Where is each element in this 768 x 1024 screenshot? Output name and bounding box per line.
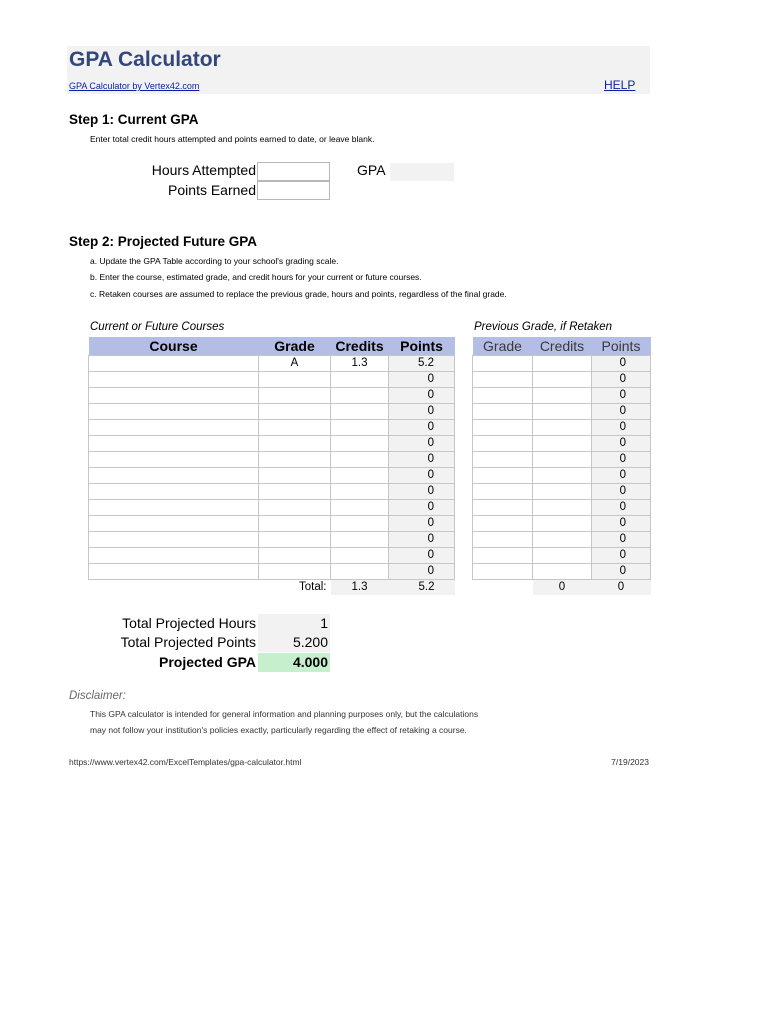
prev-grade-cell[interactable] <box>473 452 533 468</box>
grade-cell[interactable] <box>259 420 331 436</box>
points-cell: 0 <box>389 404 455 420</box>
prev-grade-cell[interactable] <box>473 548 533 564</box>
vertex42-link[interactable]: GPA Calculator by Vertex42.com <box>69 81 200 91</box>
grade-cell[interactable] <box>259 500 331 516</box>
prev-points-cell: 0 <box>592 548 651 564</box>
course-row <box>89 468 455 484</box>
prev-points-cell: 0 <box>592 388 651 404</box>
prev-grade-cell[interactable] <box>473 356 533 372</box>
credits-cell[interactable] <box>331 532 389 548</box>
projected-gpa-value: 4.000 <box>258 653 330 672</box>
prev-points-cell: 0 <box>592 436 651 452</box>
grade-cell[interactable] <box>259 564 331 580</box>
course-cell[interactable] <box>89 564 259 580</box>
course-cell[interactable] <box>89 420 259 436</box>
prev-credits-cell[interactable] <box>533 436 592 452</box>
credits-cell[interactable] <box>331 548 389 564</box>
footer-date: 7/19/2023 <box>611 757 649 767</box>
previous-row <box>473 548 651 564</box>
course-row <box>89 516 455 532</box>
prev-grade-cell[interactable] <box>473 484 533 500</box>
prev-credits-cell[interactable] <box>533 484 592 500</box>
prev-grade-header: Grade <box>473 337 533 356</box>
course-row <box>89 356 455 372</box>
step2-note-c: c. Retaken courses are assumed to replace the previous grade, hours and points, regardless of the final grade. <box>90 289 507 299</box>
course-cell[interactable] <box>89 468 259 484</box>
gpa-label: GPA <box>357 162 386 178</box>
previous-grade-table <box>472 337 651 595</box>
points-cell: 0 <box>389 468 455 484</box>
prev-points-cell: 0 <box>592 500 651 516</box>
course-row <box>89 500 455 516</box>
credits-cell[interactable] <box>331 436 389 452</box>
hours-attempted-label: Hours Attempted <box>151 162 256 178</box>
points-earned-input[interactable] <box>257 181 330 200</box>
prev-credits-cell[interactable] <box>533 468 592 484</box>
prev-grade-cell[interactable] <box>473 516 533 532</box>
previous-row <box>473 500 651 516</box>
previous-row <box>473 516 651 532</box>
course-header: Course <box>89 337 259 356</box>
current-courses-table <box>88 337 455 595</box>
course-cell[interactable] <box>89 452 259 468</box>
prev-credits-cell[interactable] <box>533 404 592 420</box>
prev-grade-cell[interactable] <box>473 436 533 452</box>
points-cell: 0 <box>389 484 455 500</box>
credits-cell[interactable]: 1.3 <box>331 356 389 372</box>
grade-cell[interactable] <box>259 452 331 468</box>
course-row <box>89 388 455 404</box>
points-cell: 0 <box>389 388 455 404</box>
previous-row <box>473 436 651 452</box>
prev-total-spacer <box>473 580 533 596</box>
previous-row <box>473 388 651 404</box>
credits-cell[interactable] <box>331 388 389 404</box>
prev-credits-cell[interactable] <box>533 388 592 404</box>
course-row <box>89 548 455 564</box>
total-projected-hours-label: Total Projected Hours <box>122 615 256 631</box>
points-cell: 0 <box>389 564 455 580</box>
course-row <box>89 404 455 420</box>
previous-row <box>473 404 651 420</box>
course-cell[interactable] <box>89 372 259 388</box>
grade-cell[interactable] <box>259 436 331 452</box>
prev-points-cell: 0 <box>592 420 651 436</box>
help-link[interactable]: HELP <box>604 78 636 92</box>
grade-cell[interactable] <box>259 372 331 388</box>
footer-url: https://www.vertex42.com/ExcelTemplates/gpa-calculator.html <box>69 757 302 767</box>
points-cell: 0 <box>389 532 455 548</box>
current-gpa-value <box>390 163 454 181</box>
hours-attempted-input[interactable] <box>257 162 330 181</box>
total-points: 5.2 <box>389 580 455 596</box>
previous-row <box>473 452 651 468</box>
grade-cell[interactable] <box>259 532 331 548</box>
prev-credits-cell[interactable] <box>533 452 592 468</box>
course-cell[interactable] <box>89 516 259 532</box>
course-row <box>89 532 455 548</box>
grade-header: Grade <box>259 337 331 356</box>
prev-grade-cell[interactable] <box>473 500 533 516</box>
course-row <box>89 484 455 500</box>
grade-cell[interactable] <box>259 468 331 484</box>
credits-cell[interactable] <box>331 516 389 532</box>
course-cell[interactable] <box>89 484 259 500</box>
current-courses-caption: Current or Future Courses <box>90 321 225 333</box>
prev-grade-cell[interactable] <box>473 372 533 388</box>
points-cell: 0 <box>389 548 455 564</box>
previous-row <box>473 372 651 388</box>
total-label: Total: <box>299 581 327 593</box>
credits-cell[interactable] <box>331 420 389 436</box>
credits-cell[interactable] <box>331 564 389 580</box>
prev-points-cell: 0 <box>592 516 651 532</box>
prev-credits-header: Credits <box>533 337 592 356</box>
course-row <box>89 452 455 468</box>
grade-cell[interactable] <box>259 484 331 500</box>
points-header: Points <box>389 337 455 356</box>
step1-note: Enter total credit hours attempted and points earned to date, or leave blank. <box>90 134 375 144</box>
step2-note-a: a. Update the GPA Table according to your school's grading scale. <box>90 256 339 266</box>
grade-cell[interactable] <box>259 388 331 404</box>
projected-gpa-label: Projected GPA <box>159 654 256 670</box>
step2-note-b: b. Enter the course, estimated grade, and credit hours for your current or future courses. <box>90 272 422 282</box>
prev-points-cell: 0 <box>592 452 651 468</box>
prev-total-points: 0 <box>592 580 651 596</box>
prev-credits-cell[interactable] <box>533 356 592 372</box>
total-projected-hours-value: 1 <box>258 614 330 633</box>
credits-header: Credits <box>331 337 389 356</box>
credits-cell[interactable] <box>331 500 389 516</box>
course-cell[interactable] <box>89 404 259 420</box>
previous-row <box>473 564 651 580</box>
prev-credits-cell[interactable] <box>533 372 592 388</box>
prev-total-credits: 0 <box>533 580 592 596</box>
prev-credits-cell[interactable] <box>533 516 592 532</box>
prev-points-cell: 0 <box>592 564 651 580</box>
grade-cell[interactable] <box>259 548 331 564</box>
step2-heading: Step 2: Projected Future GPA <box>69 234 258 249</box>
points-cell: 0 <box>389 436 455 452</box>
page-title: GPA Calculator <box>69 48 221 71</box>
prev-points-cell: 0 <box>592 468 651 484</box>
prev-grade-cell[interactable] <box>473 404 533 420</box>
previous-grade-caption: Previous Grade, if Retaken <box>474 321 613 333</box>
disclaimer-line-2: may not follow your institution's policies exactly, particularly regarding the effect of retaking a course. <box>90 725 467 735</box>
prev-points-cell: 0 <box>592 356 651 372</box>
grade-cell[interactable] <box>259 516 331 532</box>
prev-grade-cell[interactable] <box>473 468 533 484</box>
disclaimer-heading: Disclaimer: <box>69 690 126 702</box>
credits-cell[interactable] <box>331 484 389 500</box>
prev-grade-cell[interactable] <box>473 532 533 548</box>
prev-points-header: Points <box>592 337 651 356</box>
total-projected-points-value: 5.200 <box>258 633 330 652</box>
prev-points-cell: 0 <box>592 484 651 500</box>
credits-cell[interactable] <box>331 452 389 468</box>
course-row <box>89 564 455 580</box>
points-cell: 0 <box>389 516 455 532</box>
course-row <box>89 420 455 436</box>
course-cell[interactable] <box>89 548 259 564</box>
points-cell: 0 <box>389 420 455 436</box>
disclaimer-line-1: This GPA calculator is intended for general information and planning purposes only, but the calculations <box>90 709 479 719</box>
step1-heading: Step 1: Current GPA <box>69 112 199 127</box>
prev-points-cell: 0 <box>592 404 651 420</box>
prev-credits-cell[interactable] <box>533 500 592 516</box>
points-cell: 0 <box>389 500 455 516</box>
total-projected-points-label: Total Projected Points <box>120 634 256 650</box>
points-cell: 0 <box>389 452 455 468</box>
course-row <box>89 372 455 388</box>
course-cell[interactable] <box>89 388 259 404</box>
previous-row <box>473 356 651 372</box>
previous-row <box>473 468 651 484</box>
grade-cell[interactable]: A <box>259 356 331 372</box>
prev-credits-cell[interactable] <box>533 532 592 548</box>
course-cell[interactable] <box>89 532 259 548</box>
prev-points-cell: 0 <box>592 372 651 388</box>
previous-row <box>473 532 651 548</box>
points-earned-label: Points Earned <box>168 182 256 198</box>
prev-credits-cell[interactable] <box>533 548 592 564</box>
course-cell[interactable] <box>89 436 259 452</box>
credits-cell[interactable] <box>331 468 389 484</box>
prev-points-cell: 0 <box>592 532 651 548</box>
course-row <box>89 436 455 452</box>
course-cell[interactable] <box>89 500 259 516</box>
credits-cell[interactable] <box>331 372 389 388</box>
prev-credits-cell[interactable] <box>533 420 592 436</box>
grade-cell[interactable] <box>259 404 331 420</box>
previous-row <box>473 484 651 500</box>
previous-row <box>473 420 651 436</box>
points-cell: 5.2 <box>389 356 455 372</box>
total-credits: 1.3 <box>331 580 389 596</box>
prev-grade-cell[interactable] <box>473 388 533 404</box>
total-spacer <box>89 580 259 596</box>
course-cell[interactable] <box>89 356 259 372</box>
prev-grade-cell[interactable] <box>473 420 533 436</box>
prev-grade-cell[interactable] <box>473 564 533 580</box>
credits-cell[interactable] <box>331 404 389 420</box>
prev-credits-cell[interactable] <box>533 564 592 580</box>
points-cell: 0 <box>389 372 455 388</box>
